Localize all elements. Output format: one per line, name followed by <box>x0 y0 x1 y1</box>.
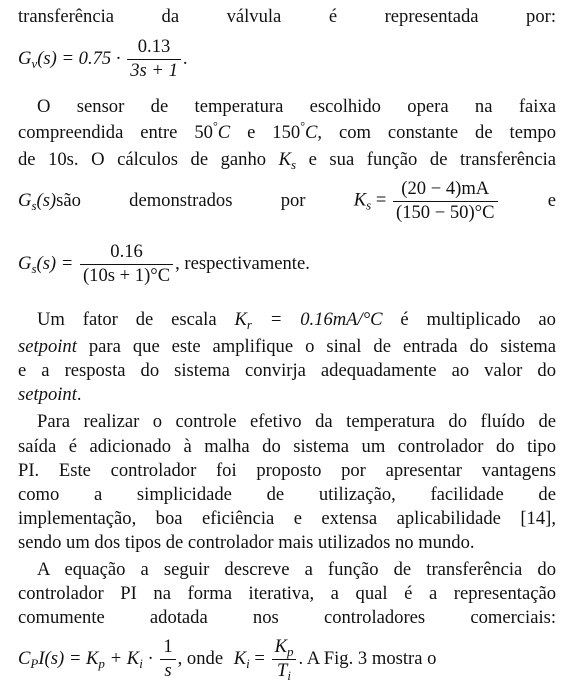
word: controladores <box>323 607 426 628</box>
eq-subscript: r <box>246 317 252 332</box>
p4-line-2: saída é adicionado à malha do sistema um controlador do tipo <box>18 436 556 457</box>
word: utilização, <box>318 484 396 505</box>
p5-line-3 <box>18 609 556 628</box>
text-italic: setpoint <box>18 336 77 357</box>
text: é multiplicado ao <box>400 309 556 330</box>
eq-denominator: (10s + 1)°C <box>82 264 171 286</box>
p4-line-5: implementação, boa eficiência e extensa aplicabilidade [14], <box>18 508 556 529</box>
text: , com constante de tempo <box>317 122 557 143</box>
word: representada <box>384 6 479 27</box>
word: nos <box>252 607 279 628</box>
text: de 10s. O cálculos de ganho <box>18 149 267 170</box>
word: da <box>161 6 180 27</box>
text: por <box>280 189 306 211</box>
text: . <box>76 384 82 405</box>
valve-transfer-equation <box>18 38 556 80</box>
unit: C <box>305 122 318 143</box>
gain-fraction <box>393 180 498 222</box>
eq-fraction <box>80 243 173 285</box>
eq-numerator: 0.16 <box>80 243 173 265</box>
text: são <box>56 189 81 211</box>
text: Um fator de escala <box>37 309 217 330</box>
eq-numerator: 0.13 <box>127 38 181 60</box>
ki-fraction <box>272 636 297 683</box>
text: , respectivamente. <box>175 252 310 274</box>
eq-subscript: i <box>246 655 250 671</box>
p4-line-1: Para realizar o controle efetivo da temperatura do fluído de <box>37 411 556 432</box>
eq-symbol: K <box>233 647 247 669</box>
eq-fraction <box>160 638 175 680</box>
unit: C <box>217 122 231 143</box>
text: e <box>247 122 256 143</box>
eq-symbol: G <box>18 189 32 211</box>
word: adotada <box>149 607 208 628</box>
eq-symbol: K <box>278 149 292 170</box>
eq-denominator: T <box>277 659 288 681</box>
text: compreendida entre <box>18 122 178 143</box>
eq-subscript: p <box>98 655 105 671</box>
temp-value: 150 <box>272 122 301 143</box>
p4-line-3: PI. Este controlador foi proposto por apresentar vantagens <box>18 460 556 481</box>
eq-text: (s) = <box>36 252 74 274</box>
p4-line-4 <box>18 486 556 505</box>
p1-line-1 <box>18 8 556 27</box>
word: de <box>538 484 556 505</box>
word: facilidade <box>430 484 504 505</box>
eq-symbol: C <box>18 647 31 669</box>
eq-symbol: K <box>353 189 367 211</box>
p2-line-4 <box>18 180 556 222</box>
p3-line-3: e a resposta do sistema convirja adequadamente ao valor do <box>18 360 556 381</box>
word: de <box>266 484 285 505</box>
p3-line-1 <box>37 311 556 330</box>
text: . A Fig. 3 mostra o <box>298 647 437 669</box>
p5-line-2: controlador PI na forma iterativa, a qual é a representação <box>18 583 556 604</box>
word: válvula <box>226 6 282 27</box>
p5-line-1: A equação a seguir descreve a função de transferência do <box>37 559 556 580</box>
eq-subscript: s <box>31 197 37 213</box>
word: comerciais: <box>470 607 557 628</box>
word: a <box>93 484 103 505</box>
eq-text: = <box>375 189 387 211</box>
eq-end: . <box>182 47 188 69</box>
text: , onde <box>177 647 224 669</box>
eq-text: = <box>254 647 265 669</box>
sensor-transfer-equation <box>18 243 556 285</box>
eq-subscript: i <box>287 667 292 683</box>
text: demonstrados <box>129 189 233 211</box>
eq-text: (s) <box>36 189 57 211</box>
p3-line-2 <box>18 338 556 357</box>
eq-symbol: G <box>18 252 32 274</box>
text: e sua função de transferência <box>308 149 556 170</box>
eq-text: · <box>147 647 154 669</box>
eq-subscript: s <box>291 157 297 172</box>
eq-subscript: s <box>31 260 37 276</box>
p2-line-1: O sensor de temperatura escolhido opera na faixa <box>37 96 556 117</box>
p2-line-2 <box>18 119 557 143</box>
eq-symbol: K <box>234 309 247 330</box>
eq-denominator: s <box>164 659 172 681</box>
eq-denominator: (150 − 50)°C <box>396 201 495 223</box>
eq-text: I(s) = K <box>38 647 99 669</box>
eq-subscript: P <box>30 655 39 671</box>
eq-text: + K <box>109 647 140 669</box>
word: como <box>18 484 60 505</box>
temp-value: 50 <box>194 122 213 143</box>
eq-text: = 0.16mA/°C <box>269 309 383 330</box>
pi-controller-equation <box>18 636 556 683</box>
text: e <box>547 189 556 211</box>
p3-line-4 <box>18 386 556 405</box>
eq-numerator: (20 − 4)mA <box>393 180 498 202</box>
word: por: <box>526 6 556 27</box>
eq-subscript: i <box>139 655 143 671</box>
word: comumente <box>18 607 105 628</box>
degree: ° <box>300 119 305 133</box>
text-italic: setpoint <box>18 384 77 405</box>
eq-subscript: p <box>286 644 294 659</box>
eq-text: (s) = 0.75 · <box>37 47 121 69</box>
eq-fraction <box>127 38 181 80</box>
word: é <box>328 6 338 27</box>
eq-subscript: s <box>366 197 372 213</box>
eq-denominator: 3s + 1 <box>130 59 178 81</box>
eq-symbol: G <box>18 47 32 69</box>
eq-subscript: v <box>31 55 38 71</box>
eq-numerator: K <box>274 636 287 657</box>
word: transferência <box>18 6 115 27</box>
eq-numerator: 1 <box>160 638 175 660</box>
word: simplicidade <box>136 484 232 505</box>
text: para que este amplifique o sinal de entrada do sistema <box>88 336 556 357</box>
p4-line-6: sendo um dos tipos de controlador mais utilizados no mundo. <box>18 532 475 553</box>
p2-line-3 <box>18 151 556 170</box>
degree: ° <box>212 119 218 133</box>
